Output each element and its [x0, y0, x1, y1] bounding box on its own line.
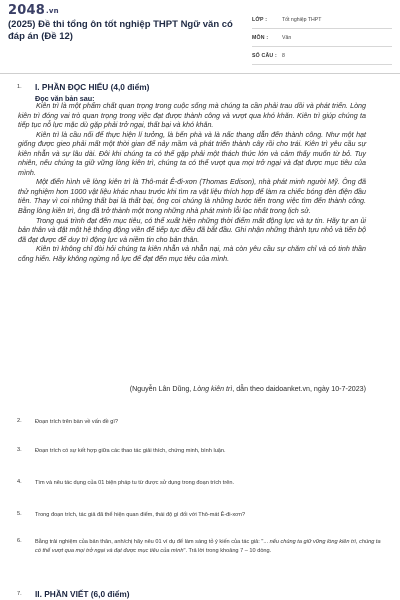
- question-number: 5.: [17, 511, 22, 517]
- meta-row-question-count: [252, 50, 392, 65]
- question-text: Đoạn trích có sự kết hợp giữa các thao tác giải thích, chứng minh, bình luận.: [35, 448, 226, 454]
- meta-row-class: [252, 14, 392, 29]
- question-number: 6.: [17, 538, 22, 544]
- question-number: 4.: [17, 479, 22, 485]
- meta-value: 8: [282, 53, 285, 59]
- meta-label: LỚP :: [252, 17, 268, 23]
- question-text: Tìm và nêu tác dụng của 01 biện pháp tu từ được sử dụng trong đoạn trích trên.: [35, 480, 234, 486]
- document-title: (2025) Đề thi tổng ôn tốt nghiệp THPT Ngữ văn có đáp án (Đề 12): [8, 19, 233, 42]
- passage-paragraph: Kiên trì không chỉ đòi hỏi chúng ta kiên nhẫn và nhẫn nại, mà còn yêu cầu sự chăm chỉ và có tinh thần cống hiến. Hãy không ngừng nỗ lực để đạt đến mục tiêu của mình.: [18, 245, 366, 263]
- meta-row-subject: [252, 32, 392, 47]
- question-number: 1.: [17, 84, 22, 90]
- meta-label: SỐ CÂU :: [252, 53, 277, 59]
- section-title-writing: II. PHẦN VIẾT (6,0 điểm): [35, 589, 130, 599]
- section-title-reading: I. PHẦN ĐỌC HIỂU (4,0 điểm): [35, 82, 150, 92]
- meta-label: MÔN :: [252, 35, 269, 41]
- passage-paragraph: Kiên trì là cầu nối để thực hiện lí tưởng, là bến phà và là nấc thang dẫn đến thành công. Như một hạt giống được gieo phải mất một thời gian để nảy mầm và phát triển thành cây rồi cho trái. Kiên trì yêu cầu sự kiên nhẫn và sự lâu dài. Đôi khi chúng ta có thể gặp phải một thách thức lớn và cảm thấy muốn từ bỏ. Tuy nhiên, nếu chúng ta giữ vững lòng kiên trì, chúng ta có thể vượt qua mọi trở ngại và đạt được mục tiêu của mình.: [18, 130, 366, 177]
- passage-citation: (Nguyễn Lân Dũng, Lòng kiên trì, dẫn theo daidoanket.vn, ngày 10-7-2023): [129, 385, 366, 393]
- passage-paragraph: Kiên trì là một phẩm chất quan trọng trong cuộc sống mà chúng ta cần phải trau dồi và phát triển. Lòng kiên trì đóng vai trò quan trọng trong việc đạt được thành công và vượt qua khó khăn. Kiên trì giúp chúng ta tiếp tục nỗ lực mặc dù gặp phải trở ngại, thất bại và khó khăn.: [18, 102, 366, 130]
- question-text: Trong đoạn trích, tác giả đã thể hiện quan điểm, thái độ gì đối với Thô-mát Ê-đi-xơn?: [35, 512, 246, 518]
- meta-value: Tốt nghiệp THPT: [282, 17, 322, 23]
- question-text: Đoạn trích trên bàn về vấn đề gì?: [35, 419, 119, 425]
- meta-value: Văn: [282, 35, 292, 41]
- page-header: [0, 0, 400, 74]
- reading-passage: [18, 102, 366, 264]
- question-number: 7.: [17, 591, 22, 597]
- question-number: 2.: [17, 418, 22, 424]
- passage-paragraph: Trong quá trình đạt đến mục tiêu, có thể xuất hiện những thời điểm mất động lực và tự tin. Hãy tự an ủi bản thân và đặt một hệ thống động viên để tiếp tục điều đã bắt đầu. Ghi nhận những thành tựu nhỏ và tiến bộ đã đạt được để duy trì động lực và niềm tin cho bản thân.: [18, 216, 366, 244]
- passage-instruction: Đọc văn bản sau:: [35, 94, 95, 103]
- question-text: Bằng trải nghiệm của bản thân, anh/chị hãy nêu 01 ví dụ để làm sáng tỏ ý kiến của tác giả: "... nếu chúng ta giữ vững lòng kiên trì, chúng ta có thể vượt qua mọi trở ngại và đạt được mục tiêu của mình". Trả lời trong khoảng 7 – 10 dòng.: [35, 539, 381, 554]
- site-logo[interactable]: 2048.vn: [8, 3, 59, 18]
- exam-meta: [252, 14, 392, 68]
- passage-paragraph: Một điển hình về lòng kiên trì là Thô-mát Ê-đi-xơn (Thomas Edison), nhà phát minh người Mỹ. Ông đã thử nghiệm hơn 1000 vật liệu khác nhau trước khi tìm ra vật liệu thích hợp để làm ra chiếc bóng đèn điện đầu tiên. Thay vì coi những thất bại là thất bại, ông coi chúng là những bước tiến trong việc tìm đến thành công. Bằng lòng kiên trì, ông đã trở thành một trong những nhà phát minh lỗi lạc nhất trong lịch sử.: [18, 178, 366, 216]
- question-number: 3.: [17, 447, 22, 453]
